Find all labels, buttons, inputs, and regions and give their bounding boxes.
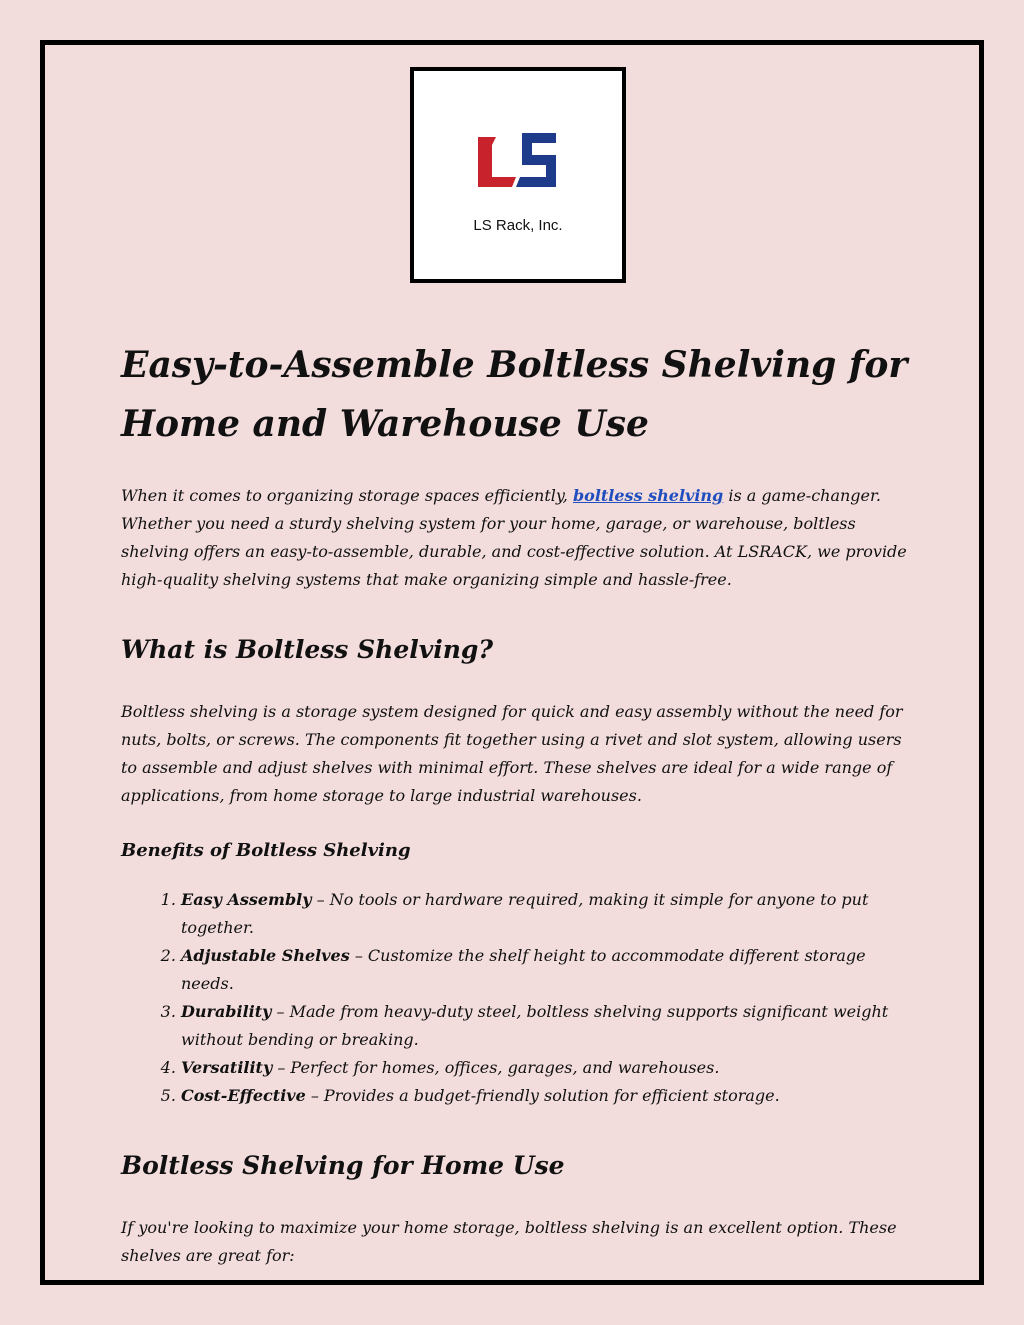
list-item xyxy=(181,998,911,1054)
intro-text-before: When it comes to organizing storage spaces efficiently, xyxy=(121,486,573,505)
benefit-desc: – Customize the shelf height to accommodate different storage needs. xyxy=(181,946,866,993)
list-item xyxy=(181,942,911,998)
section-body-what-is: Boltless shelving is a storage system designed for quick and easy assembly without the need for nuts, bolts, or screws. The components fit together using a rivet and slot system, allowing users to assemble and adjust shelves with minimal effort. These shelves are ideal for a wide range of applications, from home storage to large industrial warehouses. xyxy=(121,702,903,805)
benefit-term: Cost-Effective xyxy=(181,1086,306,1105)
benefit-term: Easy Assembly xyxy=(181,890,312,909)
intro-paragraph xyxy=(121,482,911,594)
list-item xyxy=(181,1054,911,1082)
benefits-heading: Benefits of Boltless Shelving xyxy=(121,840,411,861)
section-heading-what-is: What is Boltless Shelving? xyxy=(121,635,494,664)
benefit-term: Versatility xyxy=(181,1058,273,1077)
article xyxy=(121,336,911,1270)
list-item xyxy=(181,886,911,942)
benefit-desc: – Provides a budget-friendly solution for efficient storage. xyxy=(305,1086,780,1105)
benefit-desc: – Perfect for homes, offices, garages, and warehouses. xyxy=(272,1058,720,1077)
benefit-desc: – Made from heavy-duty steel, boltless shelving supports significant weight without bending or breaking. xyxy=(181,1002,889,1049)
logo-company-name: LS Rack, Inc. xyxy=(473,217,563,234)
list-item xyxy=(181,1082,911,1110)
benefit-term: Adjustable Shelves xyxy=(181,946,350,965)
boltless-shelving-link[interactable]: boltless shelving xyxy=(572,486,724,505)
article-title: Easy-to-Assemble Boltless Shelving for Home and Warehouse Use xyxy=(121,344,908,445)
intro-text-after: is a game-changer. Whether you need a sturdy shelving system for your home, garage, or warehouse, boltless shelving offers an easy-to-assemble, durable, and cost-effective solution. At LSRACK, we provide high-quality shelving systems that make organizing simple and hassle-free. xyxy=(121,486,907,589)
section-body-home-use: If you're looking to maximize your home storage, boltless shelving is an excellent option. These shelves are great for: xyxy=(121,1218,897,1265)
section-heading-home-use: Boltless Shelving for Home Use xyxy=(121,1151,565,1180)
benefits-list xyxy=(121,886,911,1110)
ls-logo-icon xyxy=(470,125,570,191)
benefit-desc: – No tools or hardware required, making it simple for anyone to put together. xyxy=(181,890,869,937)
benefit-term: Durability xyxy=(181,1002,272,1021)
company-logo xyxy=(410,67,626,283)
